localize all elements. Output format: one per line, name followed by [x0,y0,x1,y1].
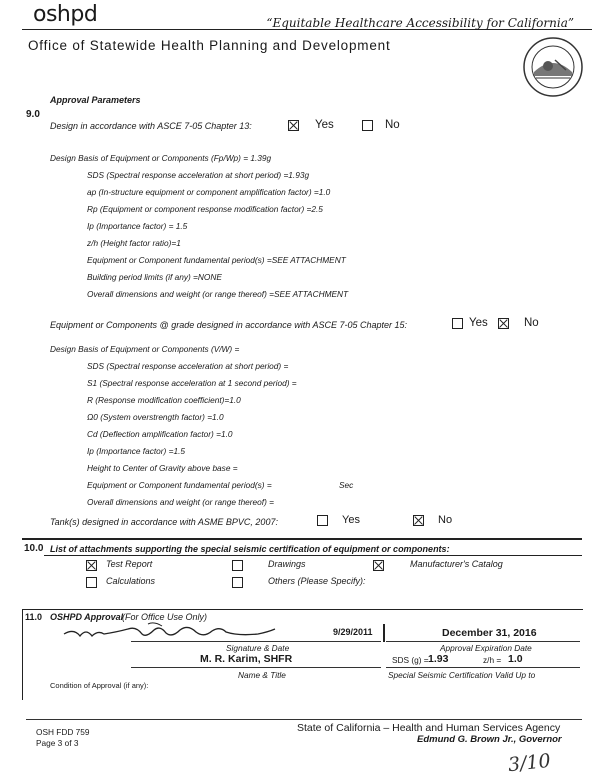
basis13-line: ap (In-structure equipment or component amplification factor) =1.0 [87,187,331,197]
asce13-no-checkbox[interactable] [362,120,373,131]
page-number: Page 3 of 3 [36,738,79,748]
name-rule [131,667,381,668]
zh-value: 1.0 [508,653,523,665]
basis15-line: Height to Center of Gravity above base = [87,463,238,473]
asce13-label: Design in accordance with ASCE 7-05 Chapter 13: [50,121,252,131]
condition-label: Condition of Approval (if any): [50,681,149,690]
tank-label: Tank(s) designed in accordance with ASME BPVC, 2007: [50,517,278,527]
name-caption: Name & Title [238,670,286,680]
asce15-yes-label: Yes [469,317,488,329]
asce13-no-label: No [385,119,400,131]
footer-rule [26,719,582,720]
basis15-line: Equipment or Component fundamental period(s) = [87,480,272,490]
basis15-line: R (Response modification coefficient)=1.0 [87,395,241,405]
tagline: “Equitable Healthcare Accessibility for California” [266,16,574,30]
section10-title-rule [44,555,582,556]
basis15-line: S1 (Spectral response acceleration at 1 second period) = [87,378,297,388]
agency-name: State of California – Health and Human Services Agency [297,722,561,734]
basis15-line: SDS (Spectral response acceleration at short period) = [87,361,289,371]
office-name: Office of Statewide Health Planning and Development [28,38,391,53]
basis13-line: Overall dimensions and weight (or range thereof) =SEE ATTACHMENT [87,289,349,299]
catalog-label: Manufacturer's Catalog [410,559,503,569]
section10-title: List of attachments supporting the special seismic certification of equipment or components: [50,544,450,554]
basis13-line: z/h (Height factor ratio)=1 [87,238,181,248]
asce15-no-checkbox[interactable] [498,318,509,329]
test-report-checkbox[interactable] [86,560,97,571]
basis15-line: Design Basis of Equipment or Components (V/W) = [50,344,240,354]
others-label: Others (Please Specify): [268,576,366,586]
asce13-yes-checkbox[interactable] [288,120,299,131]
catalog-checkbox[interactable] [373,560,384,571]
sds-rule [386,667,580,668]
asce15-label: Equipment or Components @ grade designed in accordance with ASCE 7-05 Chapter 15: [50,320,408,330]
approver-name: M. R. Karim, SHFR [200,653,293,665]
section10-top-rule [22,538,582,540]
signature-rule [131,641,381,642]
signature-date: 9/29/2011 [333,627,373,637]
tank-no-label: No [438,514,453,526]
basis13-line: Design Basis of Equipment or Components (Fp/Wp) = 1.39g [50,153,272,163]
basis15-line: Ω0 (System overstrength factor) =1.0 [87,412,224,422]
tank-no-checkbox[interactable] [413,515,424,526]
expiration-rule [386,641,580,642]
valid-caption: Special Seismic Certification Valid Up to [388,670,536,680]
handwritten-page-note: 3/10 [506,749,552,777]
others-checkbox[interactable] [232,577,243,588]
asce15-no-label: No [524,317,539,329]
section9-title: Approval Parameters [50,95,141,105]
section9-number: 9.0 [26,109,40,120]
sds-label: SDS (g) = [392,655,429,665]
period-unit: Sec [339,480,354,490]
signature-caption: Signature & Date [226,643,290,653]
state-seal-icon [522,36,584,98]
drawings-checkbox[interactable] [232,560,243,571]
test-report-label: Test Report [106,559,153,569]
expiration-caption: Approval Expiration Date [440,643,532,653]
zh-label: z/h = [483,655,502,665]
basis13-line: SDS (Spectral response acceleration at short period) =1.93g [87,170,310,180]
tank-yes-label: Yes [342,514,360,526]
form-id: OSH FDD 759 [36,727,90,737]
section11-title-note: (For Office Use Only) [122,612,208,622]
expiration-date: December 31, 2016 [442,627,537,639]
calculations-label: Calculations [106,576,156,586]
section11-title: OSHPD Approval [50,612,124,622]
basis13-line: Rp (Equipment or component response modification factor) =2.5 [87,204,323,214]
tank-yes-checkbox[interactable] [317,515,328,526]
basis15-line: Ip (Importance factor) =1.5 [87,446,185,456]
section10-number: 10.0 [24,543,44,554]
drawings-label: Drawings [268,559,306,569]
governor-name: Edmund G. Brown Jr., Governor [417,734,562,745]
basis15-line: Cd (Deflection amplification factor) =1.0 [87,429,233,439]
oshpd-logo: oshpd [33,2,98,27]
basis13-line: Equipment or Component fundamental period(s) =SEE ATTACHMENT [87,255,346,265]
asce13-yes-label: Yes [315,119,334,131]
basis15-line: Overall dimensions and weight (or range thereof) = [87,497,275,507]
section11-number: 11.0 [25,612,43,622]
asce15-yes-checkbox[interactable] [452,318,463,329]
calculations-checkbox[interactable] [86,577,97,588]
basis13-line: Ip (Importance factor) = 1.5 [87,221,188,231]
date-divider [383,624,385,642]
basis13-line: Building period limits (if any) =NONE [87,272,222,282]
sds-value: 1.93 [428,653,449,665]
